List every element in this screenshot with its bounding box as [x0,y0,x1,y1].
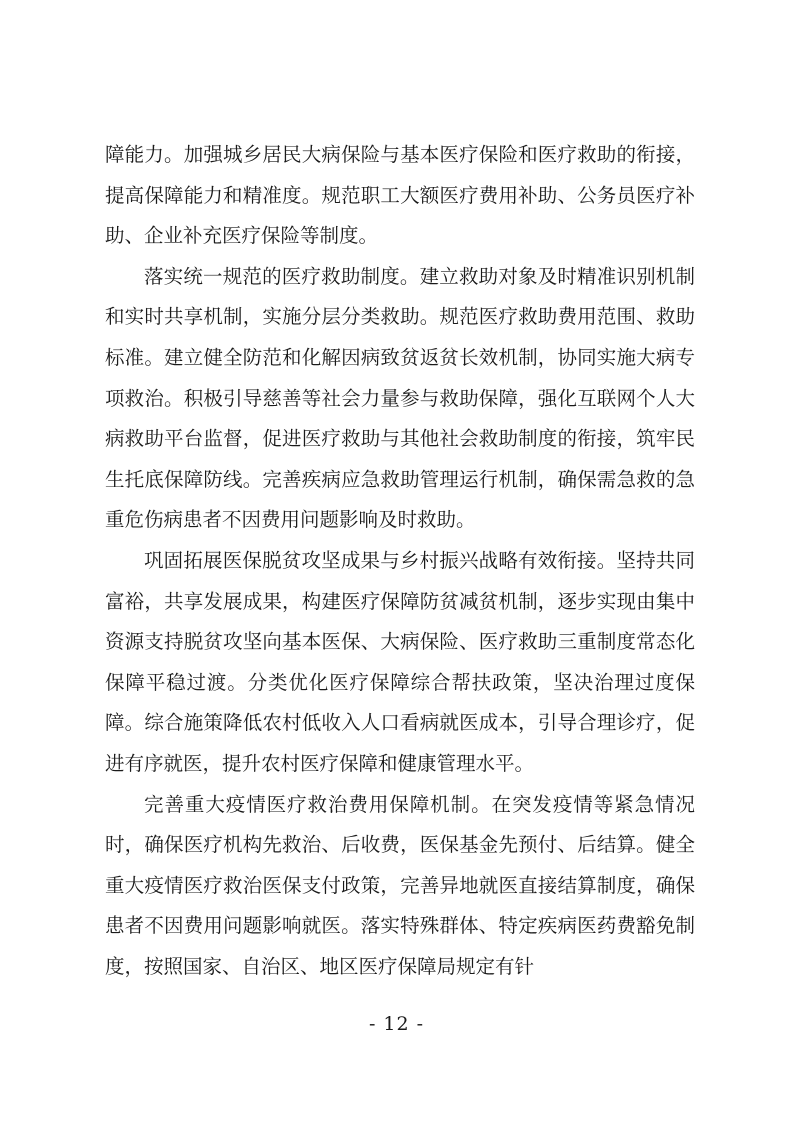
paragraph-poverty-alleviation: 巩固拓展医保脱贫攻坚成果与乡村振兴战略有效衔接。坚持共同富裕，共享发展成果，构建医疗保障防贫减贫机制，逐步实现由集中资源支持脱贫攻坚向基本医保、大病保险、医疗救助三重制度常态化保障平稳过渡。分类优化医疗保障综合帮扶政策，坚决治理过度保障。综合施策降低农村低收入人口看病就医成本，引导合理诊疗，促进有序就医，提升农村医疗保障和健康管理水平。 [105,548,695,775]
body-text [105,135,695,987]
page-number: - 12 - [368,1013,425,1035]
paragraph-epidemic-treatment: 完善重大疫情医疗救治费用保障机制。在突发疫情等紧急情况时，确保医疗机构先救治、后收费，医保基金先预付、后结算。健全重大疫情医疗救治医保支付政策，完善异地就医直接结算制度，确保患者不因费用问题影响就医。落实特殊群体、特定疾病医药费豁免制度，按照国家、自治区、地区医疗保障局规定有针 [105,792,695,978]
paragraph-medical-assistance: 落实统一规范的医疗救助制度。建立救助对象及时精准识别机制和实时共享机制，实施分层分类救助。规范医疗救助费用范围、救助标准。建立健全防范和化解因病致贫返贫长效机制，协同实施大病专项救治。积极引导慈善等社会力量参与救助保障，强化互联网个人大病救助平台监督，促进医疗救助与其他社会救助制度的衔接，筑牢民生托底保障防线。完善疾病应急救助管理运行机制，确保需急救的急重危伤病患者不因费用问题影响及时救助。 [105,264,695,532]
paragraph-continuation: 障能力。加强城乡居民大病保险与基本医疗保险和医疗救助的衔接，提高保障能力和精准度。规范职工大额医疗费用补助、公务员医疗补助、企业补充医疗保险等制度。 [105,143,695,248]
